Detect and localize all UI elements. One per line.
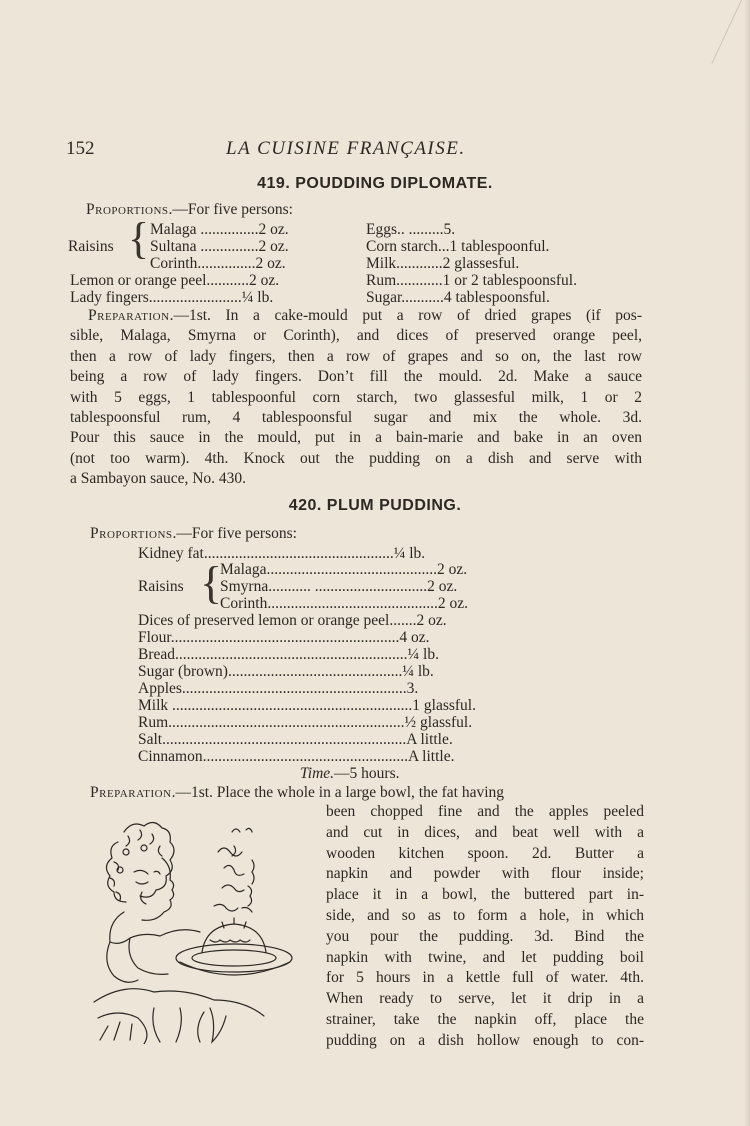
page-edge bbox=[744, 0, 750, 1126]
ingredient-right-4: Rum............1 or 2 tablespoonsful. bbox=[366, 272, 577, 289]
preparation-label: Preparation bbox=[88, 307, 170, 324]
preparation-line: pudding on a dish hollow enough to con- bbox=[326, 1031, 644, 1049]
preparation-line: place it in a bowl, the buttered part in- bbox=[326, 886, 644, 904]
proportions-text: .—For five persons: bbox=[172, 525, 297, 542]
ingredient-left-4: Lemon or orange peel...........2 oz. bbox=[70, 272, 280, 289]
preparation-line: strainer, take the napkin off, place the bbox=[326, 1010, 644, 1028]
brace-icon: { bbox=[128, 214, 150, 263]
recipe-420-proportions bbox=[90, 525, 297, 543]
ingredient-right-3: Milk............2 glassesful. bbox=[366, 255, 520, 272]
running-title: LA CUISINE FRANÇAISE. bbox=[226, 138, 466, 159]
recipe-419-title: 419. POUDDING DIPLOMATE. bbox=[257, 175, 493, 192]
ingredient-4: Corinth............................................2 oz. bbox=[220, 595, 468, 612]
preparation-text: .—1st. In a cake-mould put a row of dried grapes (if pos- bbox=[169, 307, 642, 324]
preparation-line: When ready to serve, let it drip in a bbox=[326, 990, 644, 1008]
raisins-label: Raisins bbox=[138, 578, 184, 595]
ingredient-6: Flour...........................................................4 oz. bbox=[138, 629, 430, 646]
ingredient-3: Smyrna........... .............................2 oz. bbox=[220, 578, 458, 595]
ingredient-1: Kidney fat.................................................¼ lb. bbox=[138, 545, 426, 562]
ingredient-left-1: Malaga ...............2 oz. bbox=[150, 221, 289, 238]
ingredient-13: Cinnamon.....................................................A little. bbox=[138, 748, 455, 765]
ingredient-7: Bread............................................................¼ lb. bbox=[138, 646, 439, 663]
ingredient-11: Rum.............................................................½ glassful. bbox=[138, 714, 473, 731]
preparation-line bbox=[70, 306, 642, 326]
page-number: 152 bbox=[66, 138, 95, 159]
preparation-line: wooden kitchen spoon. 2d. Butter a bbox=[326, 844, 644, 862]
ingredient-2: Malaga............................................2 oz. bbox=[220, 561, 468, 578]
preparation-line: napkin and powder with flour inside; bbox=[326, 865, 644, 883]
ingredient-left-2: Sultana ...............2 oz. bbox=[150, 238, 289, 255]
proportions-label: Proportions bbox=[86, 201, 169, 218]
ingredient-right-1: Eggs.. .........5. bbox=[366, 221, 456, 238]
preparation-line: you pour the pudding. 3d. Bind the bbox=[326, 927, 644, 945]
recipe-419-preparation bbox=[70, 306, 642, 490]
preparation-line: Pour this sauce in the mould, put in a bain-marie and bake in an oven bbox=[70, 429, 642, 447]
ingredient-left-3: Corinth...............2 oz. bbox=[150, 255, 286, 272]
page-crease bbox=[711, 0, 741, 64]
preparation-line: with 5 eggs, 1 tablespoonful corn starch, two glassesful milk, 1 or 2 bbox=[70, 388, 642, 406]
recipe-419-proportions bbox=[86, 201, 293, 219]
preparation-line: being a row of lady fingers. Don’t fill the mould. 2d. Make a sauce bbox=[70, 368, 642, 386]
brace-icon: { bbox=[200, 557, 223, 608]
ingredient-9: Apples..........................................................3. bbox=[138, 680, 419, 697]
proportions-label: Proportions bbox=[90, 525, 173, 542]
preparation-line: (not too warm). 4th. Knock out the pudding on a dish and serve with bbox=[70, 449, 642, 467]
proportions-text: .—For five persons: bbox=[168, 201, 293, 218]
ingredient-right-2: Corn starch...1 tablespoonful. bbox=[366, 238, 550, 255]
cooking-time bbox=[300, 765, 399, 783]
preparation-text: .—1st. Place the whole in a large bowl, the fat having bbox=[171, 784, 505, 801]
ingredient-5: Dices of preserved lemon or orange peel.......2 oz. bbox=[138, 612, 447, 629]
ingredient-10: Milk ..............................................................1 glassful. bbox=[138, 697, 476, 714]
preparation-line: tablespoonsful rum, 4 tablespoonsful sugar and mix the whole. 3d. bbox=[70, 408, 642, 426]
raisins-label: Raisins bbox=[68, 238, 114, 255]
ingredient-right-5: Sugar...........4 tablespoonsful. bbox=[366, 289, 550, 306]
ingredient-12: Salt...............................................................A little. bbox=[138, 731, 453, 748]
recipe-420-preparation bbox=[326, 802, 644, 1052]
preparation-line: side, and so as to form a hole, in which bbox=[326, 906, 644, 924]
preparation-line: napkin with twine, and let pudding boil bbox=[326, 948, 644, 966]
preparation-line: and cut in dices, and beat well with a bbox=[326, 823, 644, 841]
preparation-line: for 5 hours in a kettle full of water. 4th. bbox=[326, 969, 644, 987]
ingredient-left-5: Lady fingers........................¼ lb. bbox=[70, 289, 274, 306]
preparation-line: a Sambayon sauce, No. 430. bbox=[70, 470, 247, 488]
recipe-420-preparation-first bbox=[90, 784, 504, 802]
preparation-line: then a row of lady fingers, then a row of grapes and so on, the last row bbox=[70, 347, 642, 365]
flaming-pudding-illustration-icon bbox=[84, 812, 299, 1044]
page-header bbox=[66, 138, 666, 168]
time-label: Time. bbox=[300, 765, 335, 782]
preparation-line: sible, Malaga, Smyrna or Corinth), and dices of preserved orange peel, bbox=[70, 327, 642, 345]
recipe-420-title: 420. PLUM PUDDING. bbox=[288, 497, 462, 514]
time-value: —5 hours. bbox=[334, 765, 400, 782]
preparation-line: been chopped fine and the apples peeled bbox=[326, 803, 644, 820]
preparation-label: Preparation bbox=[90, 784, 172, 801]
ingredient-8: Sugar (brown).............................................¼ lb. bbox=[138, 663, 434, 680]
